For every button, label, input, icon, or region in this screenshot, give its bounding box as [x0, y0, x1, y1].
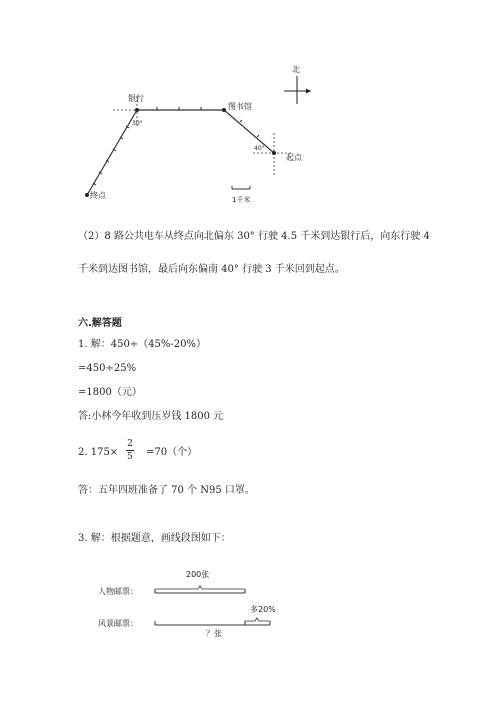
ans3-intro: 3. 解：根据题意，画线段图如下：: [78, 533, 231, 544]
start-point: [272, 151, 276, 155]
bank-point: [135, 108, 139, 112]
route-end-to-bank: [87, 110, 137, 195]
library-point: [222, 108, 226, 112]
q2-line-1: （2）8 路公共电车从终点向北偏东 30° 行驶 4.5 千米到达银行后，向东行驶 4: [78, 231, 430, 242]
fraction-denominator: 5: [127, 452, 133, 462]
bank-label: 银行: [128, 94, 144, 103]
library-label: 图书馆: [228, 102, 252, 111]
fraction-numerator: 2: [127, 439, 133, 449]
line-segment-diagram: [0, 560, 500, 640]
row2-label: 风景邮票：: [98, 619, 138, 628]
row1-label: 人物邮票：: [98, 587, 138, 596]
row2-extra-label: 多20%: [250, 605, 276, 614]
compass-icon: [284, 76, 311, 104]
ans2-fraction: [124, 438, 136, 463]
ans2-answer: 答：五年四班准备了 70 个 N95 口罩。: [78, 485, 255, 496]
route-library-to-start: [224, 110, 274, 153]
section-title: 六.解答题: [78, 318, 122, 329]
end-point: [85, 193, 89, 197]
q2-line-2: 千米到达图书馆，最后向东偏南 40° 行驶 3 千米回到起点。: [78, 264, 345, 275]
north-label: 北: [292, 65, 300, 74]
ans1-line-3: =1800（元）: [78, 387, 142, 398]
start-label: 起点: [286, 153, 302, 162]
ans1-line-1: 1. 解：450÷（45%-20%）: [78, 339, 207, 350]
row1-top-label: 200张: [186, 570, 210, 579]
ans1-line-2: =450÷25%: [78, 363, 137, 374]
ans1-line-4: 答:小林今年收到压岁钱 1800 元: [78, 411, 224, 422]
ans2-suffix: =70（个）: [146, 447, 198, 458]
route-map-diagram: [0, 0, 500, 215]
row2-bottom-label: ？张: [206, 629, 222, 638]
scale-bar: [232, 186, 250, 189]
end-label: 终点: [90, 191, 106, 200]
ans2-prefix: 2. 175×: [78, 447, 119, 458]
angle-start-label: 40°: [254, 145, 265, 152]
angle-bank-label: 30°: [132, 120, 143, 127]
scale-label: 1千米: [232, 196, 251, 204]
